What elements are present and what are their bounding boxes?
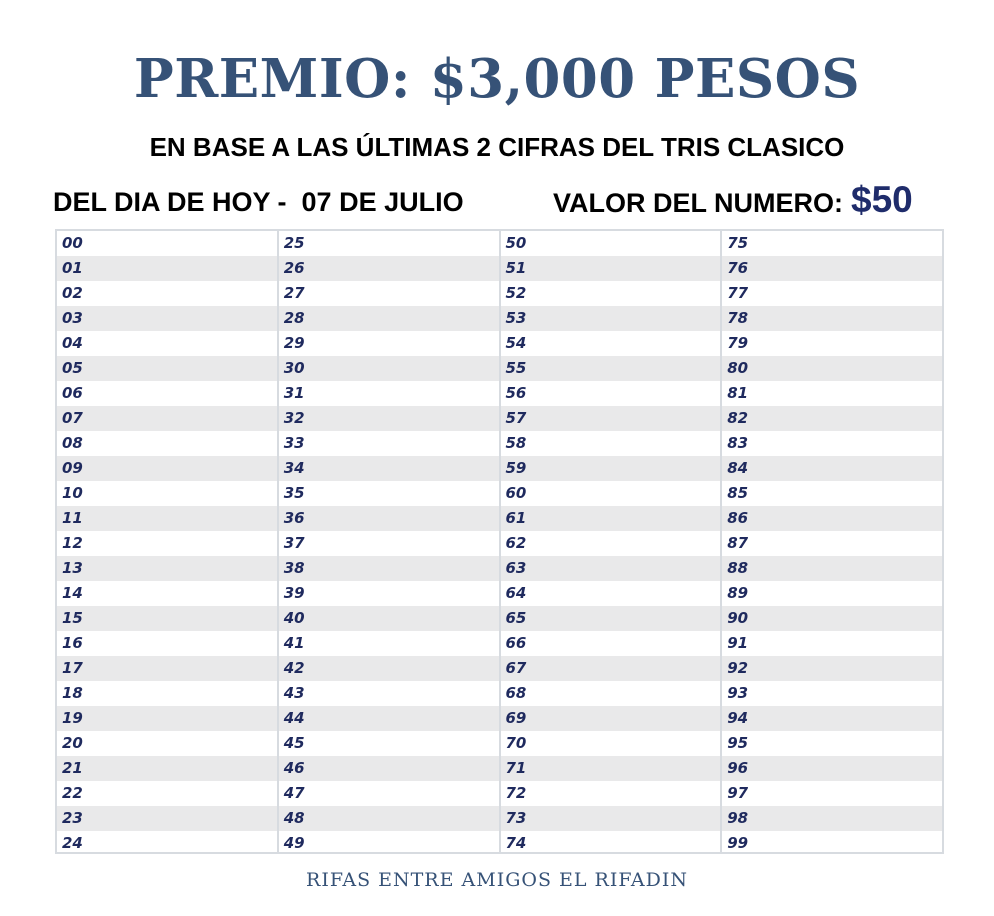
number-cell[interactable]: 11 <box>57 506 277 531</box>
number-cell[interactable]: 57 <box>501 406 721 431</box>
number-cell[interactable]: 89 <box>727 584 749 602</box>
number-cell[interactable]: 31 <box>283 384 305 402</box>
number-cell[interactable]: 78 <box>722 306 942 331</box>
number-cell[interactable]: 24 <box>62 834 83 852</box>
number-cell[interactable]: 36 <box>279 506 499 531</box>
number-cell[interactable]: 66 <box>505 634 527 652</box>
number-cell[interactable]: 02 <box>62 284 83 302</box>
number-cell[interactable]: 73 <box>501 806 721 831</box>
number-cell[interactable]: 56 <box>505 384 527 402</box>
number-cell[interactable]: 04 <box>62 334 83 352</box>
number-cell[interactable]: 61 <box>501 506 721 531</box>
number-cell[interactable]: 43 <box>283 684 305 702</box>
number-cell[interactable]: 06 <box>62 384 83 402</box>
number-column <box>722 231 942 852</box>
number-cell[interactable]: 99 <box>727 834 749 852</box>
number-cell[interactable]: 20 <box>62 734 83 752</box>
number-column <box>57 231 279 852</box>
number-cell[interactable]: 16 <box>62 634 83 652</box>
number-cell[interactable]: 88 <box>722 556 942 581</box>
number-cell[interactable]: 03 <box>57 306 277 331</box>
number-cell[interactable]: 41 <box>283 634 305 652</box>
number-cell[interactable]: 21 <box>57 756 277 781</box>
number-cell[interactable]: 60 <box>505 484 527 502</box>
number-cell[interactable]: 13 <box>57 556 277 581</box>
number-cell[interactable]: 25 <box>283 234 305 252</box>
number-value-label: VALOR DEL NUMERO: <box>553 188 843 218</box>
number-cell[interactable]: 40 <box>279 606 499 631</box>
number-cell[interactable]: 51 <box>501 256 721 281</box>
number-cell[interactable]: 55 <box>501 356 721 381</box>
number-cell[interactable]: 92 <box>722 656 942 681</box>
number-cell[interactable]: 50 <box>505 234 527 252</box>
number-cell[interactable]: 45 <box>283 734 305 752</box>
number-cell[interactable]: 96 <box>722 756 942 781</box>
number-cell[interactable]: 15 <box>57 606 277 631</box>
date-line: DEL DIA DE HOY - 07 DE JULIO <box>53 187 464 217</box>
number-cell[interactable]: 07 <box>57 406 277 431</box>
number-cell[interactable]: 98 <box>722 806 942 831</box>
number-cell[interactable]: 80 <box>722 356 942 381</box>
number-cell[interactable]: 48 <box>279 806 499 831</box>
number-cell[interactable]: 95 <box>727 734 749 752</box>
number-cell[interactable]: 54 <box>505 334 527 352</box>
number-cell[interactable]: 87 <box>727 534 749 552</box>
number-cell[interactable]: 94 <box>722 706 942 731</box>
number-cell[interactable]: 38 <box>279 556 499 581</box>
number-cell[interactable]: 90 <box>722 606 942 631</box>
number-cell[interactable]: 67 <box>501 656 721 681</box>
number-cell[interactable]: 79 <box>727 334 749 352</box>
number-cell[interactable]: 12 <box>62 534 83 552</box>
number-cell[interactable]: 18 <box>62 684 83 702</box>
number-cell[interactable]: 72 <box>505 784 527 802</box>
number-value-line <box>553 178 913 230</box>
number-cell[interactable]: 08 <box>62 434 83 452</box>
number-cell[interactable]: 27 <box>283 284 305 302</box>
number-cell[interactable]: 32 <box>279 406 499 431</box>
prize-subtitle: EN BASE A LAS ÚLTIMAS 2 CIFRAS DEL TRIS CLASICO <box>149 132 845 162</box>
number-cell[interactable]: 65 <box>501 606 721 631</box>
number-cell[interactable]: 44 <box>279 706 499 731</box>
number-cell[interactable]: 52 <box>505 284 527 302</box>
number-cell[interactable]: 22 <box>62 784 83 802</box>
number-cell[interactable]: 70 <box>505 734 527 752</box>
number-cell[interactable]: 68 <box>505 684 527 702</box>
number-cell[interactable]: 37 <box>283 534 305 552</box>
number-column <box>279 231 501 852</box>
number-cell[interactable]: 93 <box>727 684 749 702</box>
number-cell[interactable]: 14 <box>62 584 83 602</box>
number-cell[interactable]: 34 <box>279 456 499 481</box>
number-grid <box>55 229 944 854</box>
number-column <box>501 231 723 852</box>
footer-brand: RIFAS ENTRE AMIGOS EL RIFADIN <box>306 869 688 891</box>
number-cell[interactable]: 58 <box>505 434 527 452</box>
number-cell[interactable]: 69 <box>501 706 721 731</box>
number-cell[interactable]: 91 <box>727 634 749 652</box>
number-cell[interactable]: 09 <box>57 456 277 481</box>
number-cell[interactable]: 35 <box>283 484 305 502</box>
number-cell[interactable]: 10 <box>62 484 83 502</box>
number-cell[interactable]: 85 <box>727 484 749 502</box>
number-cell[interactable]: 77 <box>727 284 749 302</box>
prize-title: PREMIO: $3,000 PESOS <box>133 48 861 110</box>
number-cell[interactable]: 71 <box>501 756 721 781</box>
number-cell[interactable]: 33 <box>283 434 305 452</box>
number-cell[interactable]: 23 <box>57 806 277 831</box>
number-cell[interactable]: 84 <box>722 456 942 481</box>
number-cell[interactable]: 64 <box>505 584 527 602</box>
number-cell[interactable]: 42 <box>279 656 499 681</box>
number-cell[interactable]: 01 <box>57 256 277 281</box>
number-cell[interactable]: 19 <box>57 706 277 731</box>
number-cell[interactable]: 49 <box>283 834 305 852</box>
number-cell[interactable]: 97 <box>727 784 749 802</box>
number-cell[interactable]: 29 <box>283 334 305 352</box>
number-cell[interactable]: 47 <box>283 784 305 802</box>
number-cell[interactable]: 63 <box>501 556 721 581</box>
number-cell[interactable]: 28 <box>279 306 499 331</box>
number-cell[interactable]: 83 <box>727 434 749 452</box>
number-cell[interactable]: 05 <box>57 356 277 381</box>
number-cell[interactable]: 62 <box>505 534 527 552</box>
number-cell[interactable]: 76 <box>722 256 942 281</box>
number-cell[interactable]: 53 <box>501 306 721 331</box>
number-cell[interactable]: 46 <box>279 756 499 781</box>
number-cell[interactable]: 81 <box>727 384 749 402</box>
number-value-amount: $50 <box>851 179 913 220</box>
number-cell[interactable]: 39 <box>283 584 305 602</box>
number-cell[interactable]: 30 <box>279 356 499 381</box>
number-cell[interactable]: 75 <box>727 234 749 252</box>
number-cell[interactable]: 17 <box>57 656 277 681</box>
number-cell[interactable]: 59 <box>501 456 721 481</box>
number-cell[interactable]: 86 <box>722 506 942 531</box>
number-cell[interactable]: 00 <box>62 234 83 252</box>
number-cell[interactable]: 26 <box>279 256 499 281</box>
number-cell[interactable]: 82 <box>722 406 942 431</box>
number-cell[interactable]: 74 <box>505 834 527 852</box>
